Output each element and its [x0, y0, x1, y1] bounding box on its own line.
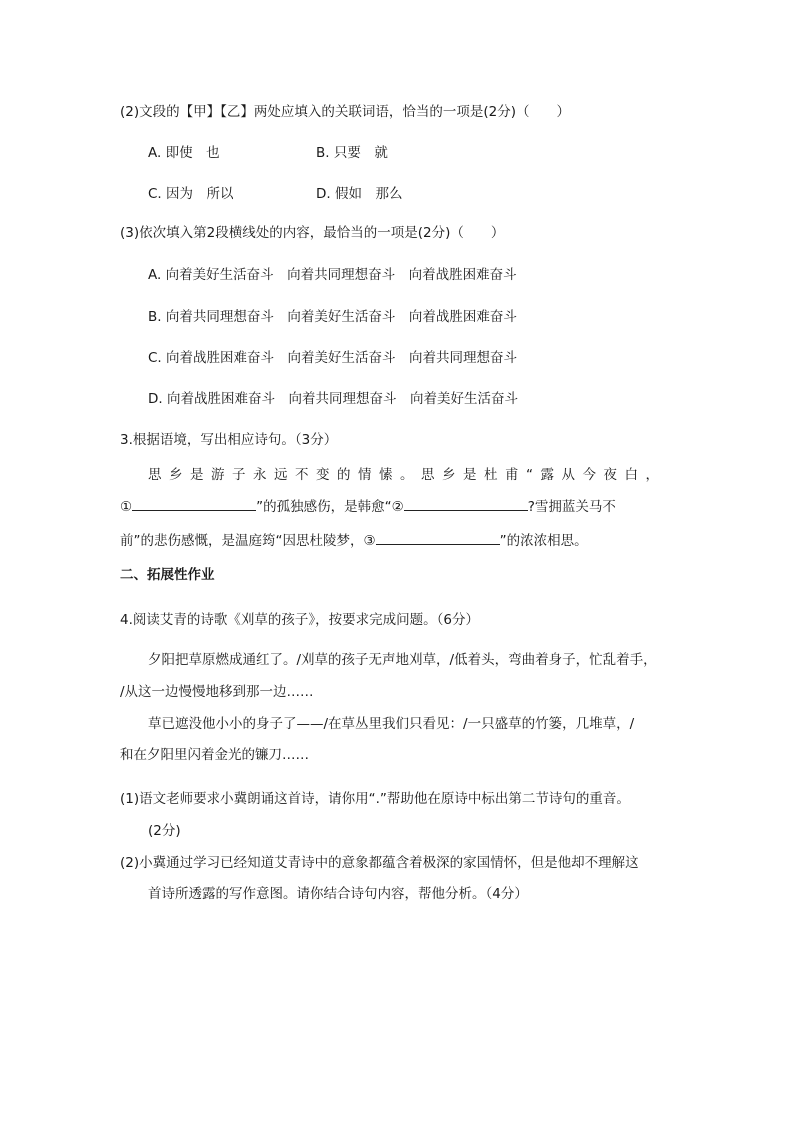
blank-label-1: ① [120, 499, 133, 515]
poem-line3-start: 前”的悲伤感慨，是温庭筠“因思杜陵梦，③ [120, 533, 376, 549]
q2-option-c: C. 因为 所以 [148, 186, 234, 202]
q2-stem: (2)文段的【甲】【乙】两处应填入的关联词语，恰当的一项是(2分)（ ） [120, 104, 570, 120]
poem-line3-end: ”的浓浓相思。 [499, 533, 588, 549]
poem-question-line2 [120, 496, 616, 516]
poem-stanza2-line1: 草已遮没他小小的身子了——/在草丛里我们只看见：/一只盛草的竹篓，几堆草，/ [148, 716, 635, 732]
poem-stanza1-line2: /从这一边慢慢地移到那一边…… [120, 684, 314, 700]
poem-question-line1: 思乡是游子永远不变的情愫。思乡是杜甫“露从今夜白， [148, 467, 667, 483]
q3-stem: (3)依次填入第2段横线处的内容，最恰当的一项是(2分)（ ） [120, 225, 505, 241]
poem-stanza1-line1: 夕阳把草原燃成通红了。/刈草的孩子无声地刈草，/低着头，弯曲着身子，忙乱着手， [148, 652, 657, 668]
q2-option-d: D. 假如 那么 [316, 186, 403, 202]
q3-option-a: A. 向着美好生活奋斗 向着共同理想奋斗 向着战胜困难奋斗 [148, 267, 517, 283]
q4-sub1-line1: (1)语文老师要求小冀朗诵这首诗，请你用“.”帮助他在原诗中标出第二节诗句的重音。 [120, 791, 630, 807]
answer-blank-1[interactable] [132, 496, 256, 511]
answer-blank-2[interactable] [404, 496, 528, 511]
q4-sub2-line1: (2)小冀通过学习已经知道艾青诗中的意象都蕴含着极深的家国情怀，但是他却不理解这 [120, 855, 639, 871]
poem-stanza2-line2: 和在夕阳里闪着金光的镰刀…… [120, 747, 309, 763]
poem-question-line3 [120, 530, 588, 550]
q4-sub2-line2: 首诗所透露的写作意图。请你结合诗句内容，帮他分析。（4分） [148, 886, 528, 902]
section-2-title: 二、拓展性作业 [120, 567, 215, 583]
q3-option-d: D. 向着战胜困难奋斗 向着共同理想奋斗 向着美好生活奋斗 [148, 391, 518, 407]
answer-blank-3[interactable] [376, 530, 500, 545]
poem-line2-end: ?雪拥蓝关马不 [527, 499, 616, 515]
q3-option-c: C. 向着战胜困难奋斗 向着美好生活奋斗 向着共同理想奋斗 [148, 350, 518, 366]
poem-line2-middle: ”的孤独感伤，是韩愈“② [256, 499, 404, 515]
q4-sub1-line2: (2分) [148, 823, 181, 839]
q2-option-a: A. 即使 也 [148, 145, 220, 161]
q2-option-b: B. 只要 就 [316, 145, 388, 161]
q3-option-b: B. 向着共同理想奋斗 向着美好生活奋斗 向着战胜困难奋斗 [148, 309, 517, 325]
q4-title: 4.阅读艾青的诗歌《刈草的孩子》，按要求完成问题。（6分） [120, 612, 479, 628]
poem-question-title: 3.根据语境，写出相应诗句。（3分） [120, 432, 338, 448]
